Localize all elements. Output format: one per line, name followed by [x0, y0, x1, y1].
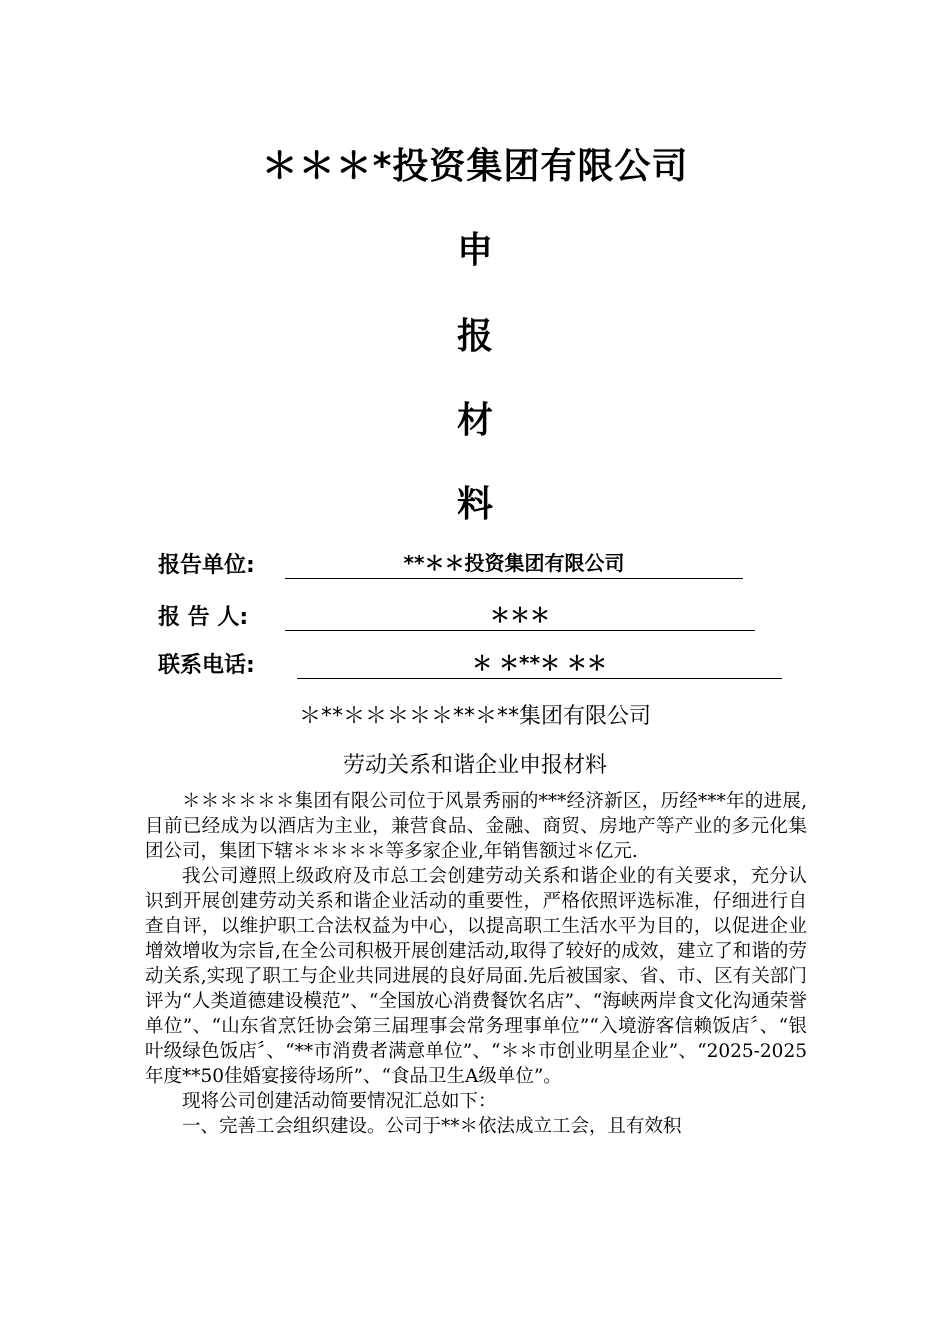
reporter-value: ＊＊＊ — [285, 600, 755, 631]
body-paragraph: 现将公司创建活动简要情况汇总如下： — [182, 1091, 497, 1112]
document-heading-title: 劳动关系和谐企业申报材料 — [342, 753, 607, 778]
cover-title-char-3: 材 — [456, 400, 493, 441]
reporter-label: 报 告 人: — [158, 605, 249, 630]
cover-title-char-1: 申 — [456, 230, 493, 271]
report-unit-value: **＊＊投资集团有限公司 — [285, 548, 743, 579]
cover-title-char-2: 报 — [456, 316, 493, 357]
document-body — [145, 789, 807, 1139]
phone-label: 联系电话: — [158, 653, 255, 678]
cover-company-title: ＊＊＊*投资集团有限公司 — [261, 146, 689, 187]
report-unit-label: 报告单位: — [158, 553, 255, 578]
document-heading-company: ＊**＊＊＊＊＊**＊**集团有限公司 — [298, 704, 651, 729]
body-paragraph: 一、完善工会组织建设。公司于**＊依法成立工会，且有效积 — [182, 1116, 682, 1137]
cover-title-char-4: 料 — [456, 484, 493, 525]
phone-value: ＊ ＊**＊ ＊＊ — [297, 648, 782, 679]
body-paragraph: ＊＊＊＊＊＊集团有限公司位于风景秀丽的***经济新区，历经***年的进展,目前已经成为以酒店为主业，兼营食品、金融、商贸、房地产等产业的多元化集团公司，集团下辖＊＊＊＊＊等多家企业,年销售额过＊亿元. — [145, 791, 807, 862]
body-paragraph: 我公司遵照上级政府及市总工会创建劳动关系和谐企业的有关要求，充分认识到开展创建劳动关系和谐企业活动的重要性，严格依照评选标准，仔细进行自查自评，以维护职工合法权益为中心，以提高职工生活水平为目的，以促进企业增效增收为宗旨,在全公司积极开展创建活动,取得了较好的成效，建立了和谐的劳动关系,实现了职工与企业共同进展的良好局面.先后被国家、省、市、区有关部门评为“人类道德建设模范”、“全国放心消费餐饮名店”、“海峡两岸食文化沟通荣誉单位”、“山东省烹饪协会第三届理事会常务理事单位”“入境游客信赖饭店〞、“银叶级绿色饭店〞、“**市消费者满意单位”、“＊＊市创业明星企业”、“2025-2025年度**50佳婚宴接待场所”、“食品卫生A级单位”。 — [145, 866, 807, 1087]
